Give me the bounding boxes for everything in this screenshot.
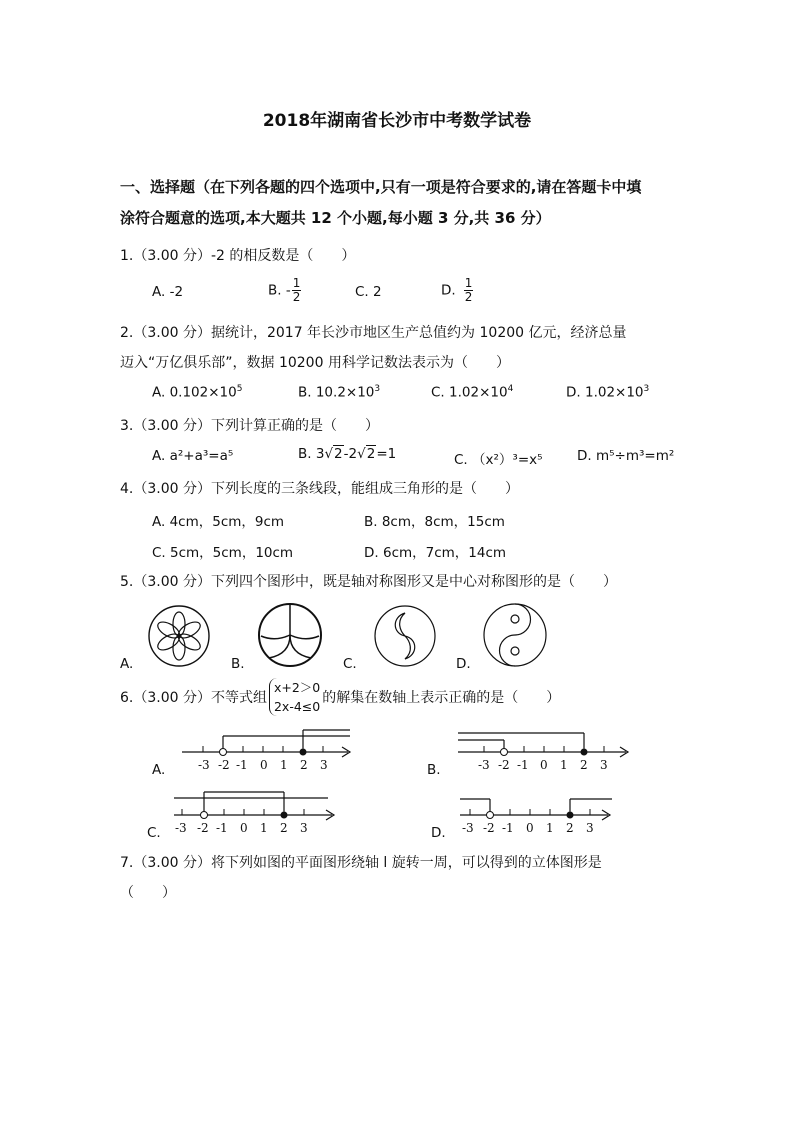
svg-text:0: 0 bbox=[540, 758, 548, 772]
q6-inequality-system: x+2＞0 2x-4≤0 bbox=[269, 678, 320, 716]
q5-figure-d-yinyang bbox=[482, 602, 548, 668]
q6-numberline-b bbox=[454, 726, 634, 776]
q1-option-b: B. - $\frac{1}{2}$ bbox=[268, 276, 301, 304]
q1-option-c: C. 2 bbox=[355, 284, 382, 300]
q1-option-d: D. $\frac{1}{2}$ bbox=[441, 276, 473, 304]
q5-figure-c-swirl bbox=[372, 603, 438, 669]
svg-text:2: 2 bbox=[300, 758, 308, 772]
q5-figure-a-flower bbox=[146, 603, 212, 669]
svg-text:-1: -1 bbox=[236, 758, 248, 772]
q2-option-d: D. $1.02\times 10^3$ bbox=[566, 384, 650, 401]
q2-option-a: A. $0.102\times 10^5$ bbox=[152, 384, 243, 401]
q4-option-d: D. 6cm，7cm，14cm bbox=[364, 545, 507, 561]
svg-text:-3: -3 bbox=[175, 821, 187, 835]
q2-stem-line1: 2.（3.00 分）据统计，2017 年长沙市地区生产总值约为 10200 亿元，经济总量 bbox=[120, 325, 627, 341]
svg-text:-1: -1 bbox=[216, 821, 228, 835]
svg-text:2: 2 bbox=[566, 821, 574, 835]
svg-text:2: 2 bbox=[280, 821, 288, 835]
q6-numberline-a bbox=[176, 726, 356, 776]
svg-text:-3: -3 bbox=[478, 758, 490, 772]
q3-option-b: B. 3√2-2√2=1 bbox=[298, 446, 397, 462]
q4-option-b: B. 8cm，8cm，15cm bbox=[364, 514, 505, 530]
svg-text:-1: -1 bbox=[502, 821, 514, 835]
q6-numberline-c bbox=[170, 787, 340, 837]
svg-text:-2: -2 bbox=[498, 758, 510, 772]
svg-text:3: 3 bbox=[300, 821, 308, 835]
q6-numberline-d bbox=[456, 787, 616, 837]
svg-text:1: 1 bbox=[260, 821, 268, 835]
q6-stem: 6.（3.00 分）不等式组 x+2＞0 2x-4≤0 的解集在数轴上表示正确的是（ ） bbox=[120, 680, 561, 714]
q6-label-a: A. bbox=[152, 762, 166, 778]
svg-text:1: 1 bbox=[560, 758, 568, 772]
q6-b-tick-labels bbox=[478, 758, 608, 772]
svg-text:-3: -3 bbox=[198, 758, 210, 772]
q6-label-b: B. bbox=[427, 762, 441, 778]
svg-text:1: 1 bbox=[546, 821, 554, 835]
q5-label-d: D. bbox=[456, 656, 471, 672]
q4-option-c: C. 5cm，5cm，10cm bbox=[152, 545, 294, 561]
svg-text:3: 3 bbox=[320, 758, 328, 772]
q3-option-c: C. （x²）³=x⁵ bbox=[454, 452, 543, 468]
q7-stem-line2: （ ） bbox=[120, 885, 176, 901]
svg-text:-2: -2 bbox=[483, 821, 495, 835]
svg-text:0: 0 bbox=[260, 758, 268, 772]
q4-option-a: A. 4cm，5cm，9cm bbox=[152, 514, 285, 530]
q5-label-c: C. bbox=[343, 656, 357, 672]
section-heading-line1: 一、选择题（在下列各题的四个选项中,只有一项是符合要求的,请在答题卡中填 bbox=[120, 178, 642, 196]
svg-text:0: 0 bbox=[526, 821, 534, 835]
q3-option-d: D. m⁵÷m³=m² bbox=[577, 448, 675, 464]
svg-text:-2: -2 bbox=[197, 821, 209, 835]
page-title: 2018年湖南省长沙市中考数学试卷 bbox=[262, 111, 532, 131]
q2-option-b: B. $10.2\times 10^3$ bbox=[298, 384, 381, 401]
q1-stem: 1.（3.00 分）-2 的相反数是（ ） bbox=[120, 248, 356, 264]
svg-text:-3: -3 bbox=[462, 821, 474, 835]
q2-stem-line2: 迈入“万亿俱乐部”，数据 10200 用科学记数法表示为（ ） bbox=[120, 355, 510, 371]
q4-stem: 4.（3.00 分）下列长度的三条线段，能组成三角形的是（ ） bbox=[120, 481, 519, 497]
q6-label-c: C. bbox=[147, 825, 161, 841]
q6-d-tick-labels bbox=[462, 821, 594, 835]
q3-stem: 3.（3.00 分）下列计算正确的是（ ） bbox=[120, 418, 379, 434]
q2-option-c: C. $1.02\times 10^4$ bbox=[431, 384, 514, 401]
q6-label-d: D. bbox=[431, 825, 446, 841]
section-heading-line2: 涂符合题意的选项,本大题共 12 个小题,每小题 3 分,共 36 分） bbox=[120, 209, 551, 227]
svg-text:3: 3 bbox=[586, 821, 594, 835]
q5-stem: 5.（3.00 分）下列四个图形中，既是轴对称图形又是中心对称图形的是（ ） bbox=[120, 574, 617, 590]
q5-label-a: A. bbox=[120, 656, 134, 672]
svg-text:-1: -1 bbox=[517, 758, 529, 772]
svg-text:0: 0 bbox=[240, 821, 248, 835]
svg-text:-2: -2 bbox=[218, 758, 230, 772]
q5-figure-b-three-arcs bbox=[257, 602, 323, 668]
q3-option-a: A. a²+a³=a⁵ bbox=[152, 448, 234, 464]
q6-a-tick-labels bbox=[198, 758, 328, 772]
q5-label-b: B. bbox=[231, 656, 245, 672]
q7-stem-line1: 7.（3.00 分）将下列如图的平面图形绕轴 l 旋转一周，可以得到的立体图形是 bbox=[120, 855, 602, 871]
q6-c-tick-labels bbox=[175, 821, 308, 835]
q1-option-a: A. -2 bbox=[152, 284, 184, 300]
svg-text:3: 3 bbox=[600, 758, 608, 772]
svg-text:1: 1 bbox=[280, 758, 288, 772]
svg-text:2: 2 bbox=[580, 758, 588, 772]
